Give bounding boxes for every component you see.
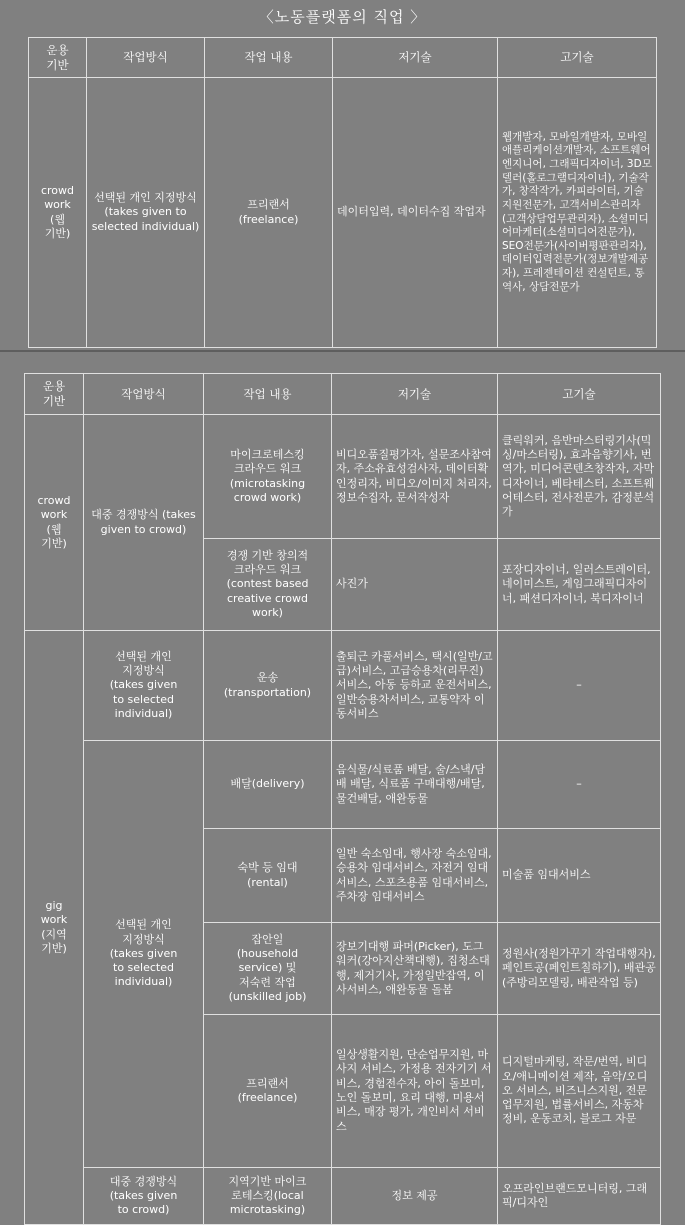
header-content: 작업 내용 bbox=[205, 38, 333, 78]
high-skill-cell: 클릭워커, 음반마스터링기사(믹싱/마스터링), 효과음향기사, 번역가, 미디어콘텐츠창작자, 자막디자이너, 베타테스터, 소프트웨어테스터, 전사전문가, 감정분석가 bbox=[498, 415, 661, 539]
method-cell: 대중 경쟁방식 (takes given to crowd) bbox=[84, 1168, 204, 1225]
high-skill-cell: 오프라인브랜드모니터링, 그래픽/디자인 bbox=[498, 1168, 661, 1225]
content-cell: 숙박 등 임대 (rental) bbox=[204, 829, 332, 923]
content-cell: 잡안일 (household service) 및 저숙련 작업 (unskilled job) bbox=[204, 923, 332, 1015]
method-cell: 선택된 개인 지정방식 (takes given to selected individual) bbox=[87, 78, 205, 348]
high-skill-cell: 정원사(정원가꾸기 작업대행자), 페인트공(페인트칠하기), 배관공(주방리모델링, 배관작업 등) bbox=[498, 923, 661, 1015]
header-method: 작업방식 bbox=[87, 38, 205, 78]
platform-jobs-table-1 bbox=[28, 37, 657, 348]
content-cell: 마이크로테스킹 크라우드 워크 (microtasking crowd work) bbox=[204, 415, 332, 539]
table-header-row bbox=[29, 38, 657, 78]
page-title: 〈노동플랫폼의 직업 〉 bbox=[258, 8, 427, 26]
operation-cell: gig work (지역 기반) bbox=[25, 631, 84, 1225]
low-skill-cell: 데이터입력, 데이터수집 작업자 bbox=[333, 78, 498, 348]
low-skill-cell: 장보기대행 파머(Picker), 도그워커(강아지산책대행), 집청소대행, 제거기사, 가정일반잡역, 이사서비스, 애완동물 돌봄 bbox=[332, 923, 498, 1015]
content-cell: 운송 (transportation) bbox=[204, 631, 332, 741]
content-cell: 지역기반 마이크 로테스킹(local microtasking) bbox=[204, 1168, 332, 1225]
header-low-skill: 저기술 bbox=[332, 374, 498, 415]
table-row bbox=[25, 1168, 661, 1225]
operation-cell: crowd work (웹 기반) bbox=[25, 415, 84, 631]
method-cell: 대중 경쟁방식 (takes given to crowd) bbox=[84, 415, 204, 631]
high-skill-cell: – bbox=[498, 631, 661, 741]
table-header-row bbox=[25, 374, 661, 415]
content-cell: 경쟁 기반 창의적 크라우드 워크 (contest based creative crowd work) bbox=[204, 539, 332, 631]
high-skill-cell: 디지털마케팅, 작문/번역, 비디오/애니메이션 제작, 음악/오디오 서비스, 비즈니스지원, 전문업무지원, 법률서비스, 자동차 정비, 운동코치, 블로그 자문 bbox=[498, 1015, 661, 1168]
content-cell: 배달(delivery) bbox=[204, 741, 332, 829]
content-cell: 프리랜서 (freelance) bbox=[204, 1015, 332, 1168]
operation-cell: crowd work (웹 기반) bbox=[29, 78, 87, 348]
header-operation: 운용 기반 bbox=[25, 374, 84, 415]
header-content: 작업 내용 bbox=[204, 374, 332, 415]
divider bbox=[0, 350, 685, 352]
table-row bbox=[25, 631, 661, 741]
header-operation: 운용 기반 bbox=[29, 38, 87, 78]
header-high-skill: 고기술 bbox=[498, 38, 657, 78]
header-low-skill: 저기술 bbox=[333, 38, 498, 78]
platform-jobs-table-2 bbox=[24, 373, 661, 1225]
header-method: 작업방식 bbox=[84, 374, 204, 415]
method-cell: 선택된 개인 지정방식 (takes given to selected individual) bbox=[84, 631, 204, 741]
table-row bbox=[25, 741, 661, 829]
high-skill-cell: 미술품 임대서비스 bbox=[498, 829, 661, 923]
content-cell: 프리랜서 (freelance) bbox=[205, 78, 333, 348]
table-row bbox=[25, 415, 661, 539]
low-skill-cell: 음식물/식료품 배달, 술/스낵/담배 배달, 식료품 구매대행/배달, 물건배달, 애완동물 bbox=[332, 741, 498, 829]
low-skill-cell: 출퇴근 카풀서비스, 택시(일반/고급)서비스, 고급승용차(리무진) 서비스, 아동 등하교 운전서비스, 일반승용차서비스, 교통약자 이동서비스 bbox=[332, 631, 498, 741]
low-skill-cell: 사진가 bbox=[332, 539, 498, 631]
high-skill-cell: 포장디자이너, 일러스트레이터, 네이미스트, 게임그래픽디자이너, 패션디자이너, 북디자이너 bbox=[498, 539, 661, 631]
header-high-skill: 고기술 bbox=[498, 374, 661, 415]
low-skill-cell: 일반 숙소임대, 행사장 숙소임대, 승용차 임대서비스, 자전거 임대서비스, 스포츠용품 임대서비스, 주차장 임대서비스 bbox=[332, 829, 498, 923]
high-skill-cell: 웹개발자, 모바일개발자, 모바일애플리케이션개발자, 소프트웨어엔지니어, 그래픽디자이너, 3D모델러(홀로그램디자이너), 기술작가, 창작작가, 카피라이터, 기술지원전문가, 고객서비스관리자(고객상담업무관리자), 소셜미디어마케터(소셜미디어전문가), SEO전문가(사이버평판관리자), 데이터입력전문가(정보개발제공자), 프레젠테이션 컨설턴트, 통역사, 상담전문가 bbox=[498, 78, 657, 348]
low-skill-cell: 일상생활지원, 단순업무지원, 마사지 서비스, 가정용 전자기기 서비스, 경험전수자, 아이 돌보미, 노인 돌보미, 요리 대행, 미용서비스, 매장 평가, 개인비서 서비스 bbox=[332, 1015, 498, 1168]
low-skill-cell: 비디오품질평가자, 설문조사참여자, 주소유효성검사자, 데이터확인정리자, 비디오/이미지 처리자, 정보수집자, 문서작성자 bbox=[332, 415, 498, 539]
method-cell: 선택된 개인 지정방식 (takes given to selected individual) bbox=[84, 741, 204, 1168]
high-skill-cell: – bbox=[498, 741, 661, 829]
low-skill-cell: 정보 제공 bbox=[332, 1168, 498, 1225]
table-row bbox=[29, 78, 657, 348]
